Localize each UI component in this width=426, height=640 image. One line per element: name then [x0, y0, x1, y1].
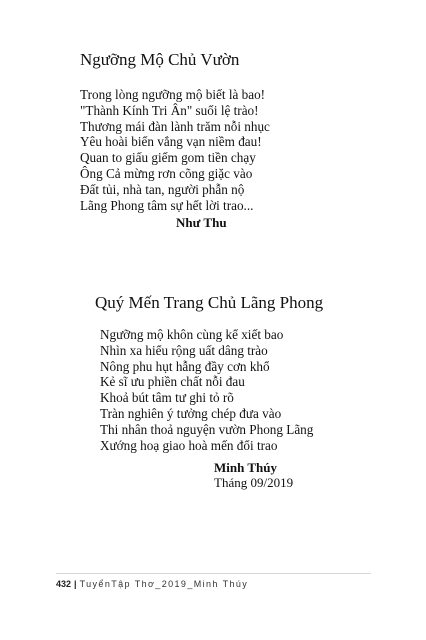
poem2-author: Minh Thúy [214, 460, 277, 475]
book-title: TuyểnTập Thơ_2019_Minh Thúy [79, 579, 249, 589]
poem2-stanza [100, 327, 313, 453]
poem2-line: Thi nhân thoả nguyện vườn Phong Lãng [100, 421, 314, 437]
poem1-line: Ông Cả mừng rơn cõng giặc vào [80, 165, 253, 181]
page-number: 432 [56, 579, 72, 589]
poem1-line: Lãng Phong tâm sự hết lời trao... [80, 197, 254, 213]
poem2-line: Ngưỡng mộ khôn cùng kể xiết bao [100, 327, 284, 342]
poem2-line: Xướng hoạ giao hoà mến đổi trao [100, 437, 278, 453]
poem2-line: Khoả bút tâm tư ghi tỏ rõ [100, 390, 234, 406]
poem1-line: "Thành Kính Tri Ân" suối lệ trào! [80, 102, 259, 118]
poem1-author: Như Thu [176, 215, 227, 230]
footer-separator: | [74, 579, 77, 589]
poem2-line: Nhìn xa hiểu rộng uất dâng trào [100, 342, 268, 358]
poem2-title: Quý Mến Trang Chủ Lãng Phong [95, 293, 324, 312]
poem1-line: Trong lòng ngưỡng mộ biết là bao! [80, 87, 266, 102]
poem2-date: Tháng 09/2019 [214, 475, 294, 490]
poem2-line: Tràn nghiên ý tưởng chép đưa vào [100, 405, 282, 421]
poem1-line: Thương mái đàn lành trăm nỗi nhục [80, 118, 270, 134]
poem1-stanza [80, 87, 270, 213]
poem1-line: Quan to giấu giếm gom tiền chạy [80, 150, 256, 166]
poem1-title: Ngưỡng Mộ Chủ Vườn [80, 50, 240, 69]
poem2-line: Nông phu hụt hẫng đầy cơn khổ [100, 358, 270, 374]
poem2-line: Kẻ sĩ ưu phiền chất nỗi đau [100, 374, 245, 390]
poem1-line: Đất tủi, nhà tan, người phẫn nộ [80, 181, 245, 197]
poem1-line: Yêu hoài biển vắng vạn niềm đau! [80, 134, 262, 150]
page-footer [56, 579, 248, 589]
footer-divider [56, 573, 371, 574]
